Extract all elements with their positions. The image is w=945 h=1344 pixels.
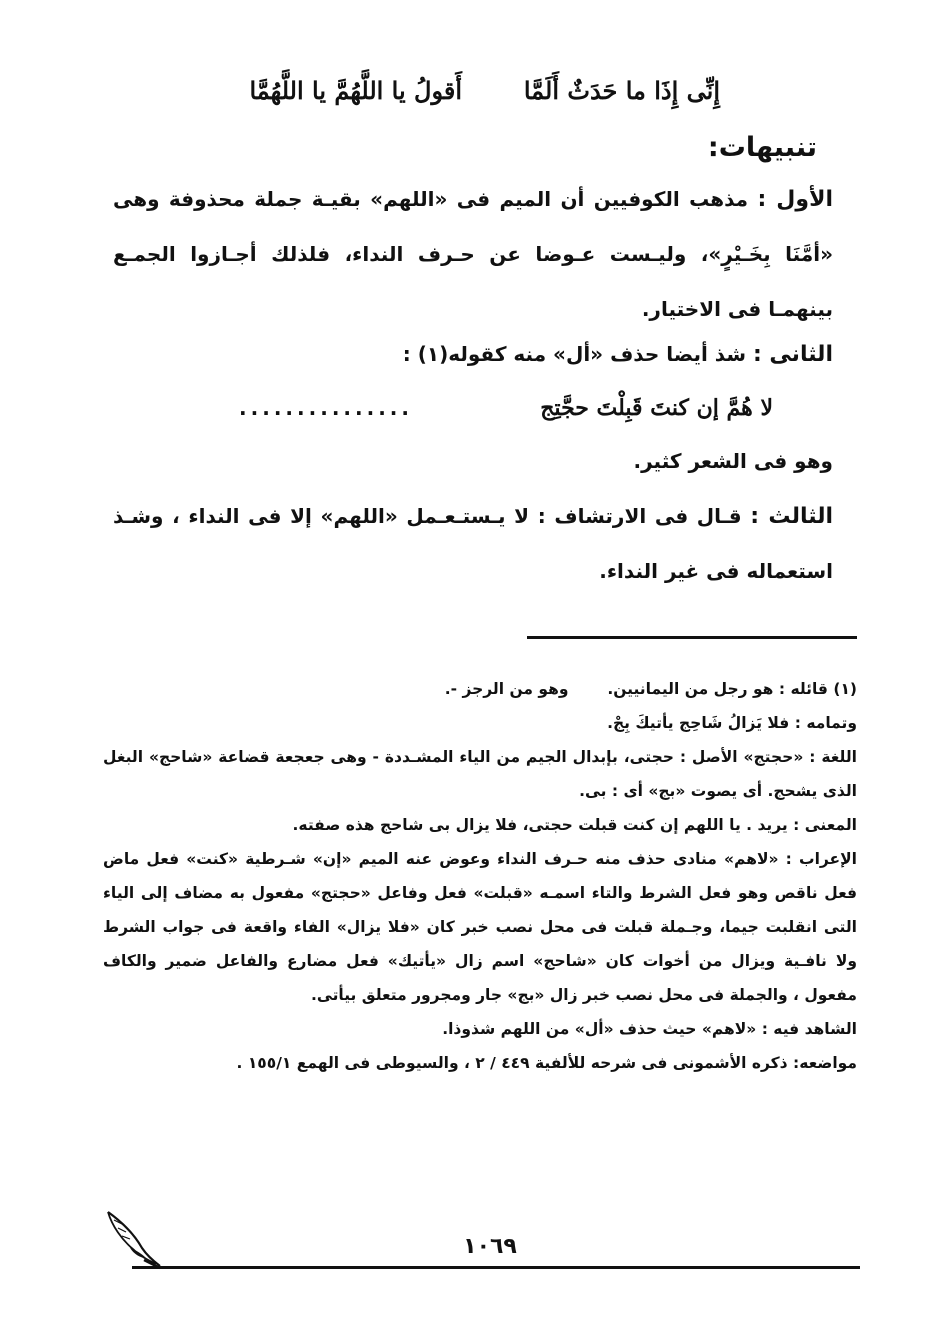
paragraph-second-lead: الثانى : [752, 342, 833, 367]
verse-top-left-hemistich: أَقولُ يا اللَّهُمَّ يا اللَّهُمَّا [249, 76, 462, 105]
verse-top [220, 70, 720, 114]
footnote-lead: وتمامه : [794, 714, 857, 732]
footnote-extra: وهو من الرجز -. [444, 680, 569, 698]
verse-second [213, 381, 773, 436]
paragraph-third-text: قـال فى الارتشاف : لا يـستـعـمل «اللهم» إلا فى النداء ، وشـذ استعماله فى غير النداء. [113, 504, 833, 583]
quill-pen-icon [100, 1204, 170, 1274]
footnote-lead: مواضعه: [793, 1054, 857, 1072]
paragraph-third [113, 489, 833, 599]
paragraph-second-text: شذ أيضا حذف «أل» منه كقوله(١) : [402, 342, 746, 366]
footnote-text: «لاهم» حيث حذف «أل» من اللهم شذوذا. [442, 1020, 757, 1038]
footnote-lead: الإعراب : [785, 850, 857, 868]
footnote-text: «حجتج» الأصل : حجتى، بإبدال الجيم من الياء المشـددة - وهى جعجعة قضاعة «شاحج» البغل الذى يشحج. أى يصوت «بج» أى : بى. [103, 748, 857, 800]
footnote-text: فلا يَزالُ شَاحِج يأتيكَ بِجْ. [607, 714, 790, 732]
line-after-verse: وهو فى الشعر كثير. [633, 449, 833, 473]
page-number: ١٠٦٩ [463, 1234, 517, 1259]
verse-second-hemistich: لا هُمَّ إن كنتَ قَبِلْتَ حجَّتِج [540, 395, 773, 421]
footnote-line [103, 1046, 857, 1080]
footnote-text: هو رجل من اليمانيين. [607, 680, 774, 698]
verse-second-dots: ............... [239, 396, 413, 420]
quill-pen-icon [100, 1204, 170, 1274]
section-heading: تنبيهات: [707, 132, 817, 163]
footnote-lead: اللغة : [809, 748, 857, 766]
footnote-line [103, 842, 857, 1012]
footnote-text: ذكره الأشمونى فى شرحه للألفية ٤٤٩ / ٢ ، والسيوطى فى الهمع ١٥٥/١ . [236, 1054, 788, 1072]
footnote-lead: الشاهد فيه : [761, 1020, 857, 1038]
footnote-lead: المعنى : [793, 816, 857, 834]
paragraph-third-lead: الثالث : [750, 504, 833, 529]
footnote-text: «لاهم» منادى حذف منه حـرف النداء وعوض عنه الميم «إن» شـرطية «كنت» فعل ماض فعل ناقص وهو فعل الشرط والتاء اسمـه «قبلت» فعل وفاعل «حجتج» مفعول به مضاف إلى الياء التى انقلبت جيما، وجـملة قبلت فى محل نصب خبر كان «فلا يزال» الفاء واقعة فى جواب الشرط ولا نافـية ويزال من أخوات كان «شاحج» اسم زال «يأتيك» فعل مضارع والفاعل ضمير والكاف مفعول ، والجملة فى محل نصب خبر زال «بج» جار ومجرور متعلق بيأتى. [103, 850, 857, 1004]
footnote-line [103, 672, 857, 706]
footnote-line [103, 808, 857, 842]
footnote-text: يريد . يا اللهم إن كنت قبلت حجتى، فلا يزال بى شاحج هذه صفته. [292, 816, 788, 834]
paragraph-first [113, 172, 833, 337]
footnote-line [103, 706, 857, 740]
footnote-separator [527, 636, 857, 639]
footer-rule [132, 1266, 860, 1269]
paragraph-second [113, 327, 833, 382]
paragraph-first-text: مذهب الكوفيين أن الميم فى «اللهم» بقيـة جملة محذوفة وهى «أمَّنَا بِخَـيْرٍ»، وليـست عـوضا عن حـرف النداء، فلذلك أجـازوا الجمـع بينهمـا فى الاختيار. [113, 187, 833, 321]
footnotes [103, 672, 857, 1080]
paragraph-first-lead: الأول : [757, 187, 833, 212]
verse-top-right-hemistich: إِنِّى إِذَا ما حَدَثٌ أَلَمَّا [523, 76, 720, 105]
footnote-line [103, 1012, 857, 1046]
footnote-lead: (١) قائله : [778, 680, 857, 698]
footnote-line [103, 740, 857, 808]
